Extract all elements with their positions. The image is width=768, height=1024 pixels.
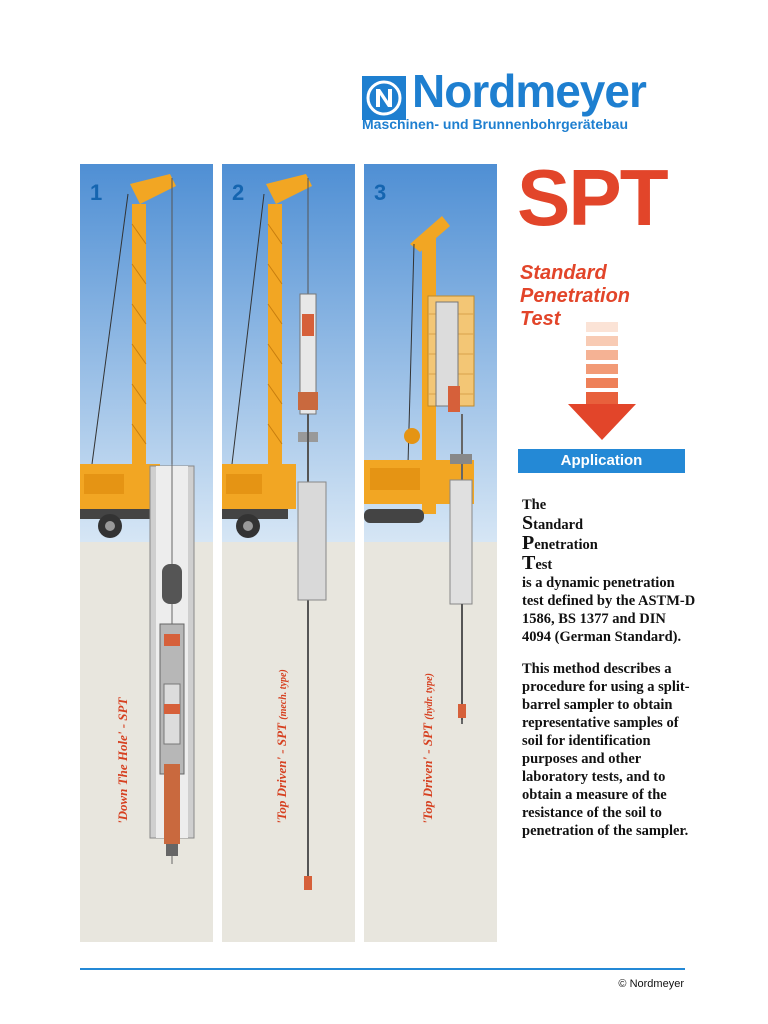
panel-top-driven-hydr [364, 164, 497, 942]
spt-title: SPT [517, 153, 667, 242]
copyright: © Nordmeyer [618, 978, 684, 990]
panel-number: 3 [374, 180, 387, 205]
desc-line-test: Test [522, 552, 553, 574]
panel-caption: 'Down The Hole' - SPT [115, 697, 130, 824]
rig-illustration-1 [80, 164, 213, 942]
desc-line-standard: Standard [522, 512, 584, 534]
down-arrow-icon [566, 322, 638, 440]
desc-line-the: The [522, 497, 547, 513]
panel-caption: 'Top Driven' - SPT (hydr. type) [420, 673, 435, 824]
panel-number: 2 [232, 180, 245, 205]
company-logo [362, 65, 692, 134]
footer-rule [80, 968, 685, 970]
application-heading: Application [518, 449, 685, 473]
rig-illustration-3 [364, 164, 497, 942]
spt-subtitle: Standard Penetration Test [520, 262, 631, 330]
panel-down-the-hole [80, 164, 213, 942]
desc-para1: is a dynamic penetration test defined by the ASTM-D 1586, BS 1377 and DIN 4094 (German Standard). [522, 575, 696, 645]
description [522, 494, 697, 840]
panel-number: 1 [90, 180, 103, 205]
brand-tagline: Maschinen- und Brunnenbohrgerätebau [362, 116, 629, 132]
panel-caption: 'Top Driven' - SPT (mech. type) [274, 669, 289, 824]
desc-para2: This method describes a procedure for using a split-barrel sampler to obtain representative samples of soil for identification purposes and other laboratory tests, and to obtain a measure of the resistance of the soil to penetration of the sampler. [522, 661, 690, 839]
brand-name: Nordmeyer [412, 65, 646, 117]
desc-line-penetration: Penetration [522, 532, 598, 554]
rig-illustration-2 [222, 164, 355, 942]
n-logo-icon [362, 76, 406, 120]
panel-top-driven-mech [222, 164, 355, 942]
